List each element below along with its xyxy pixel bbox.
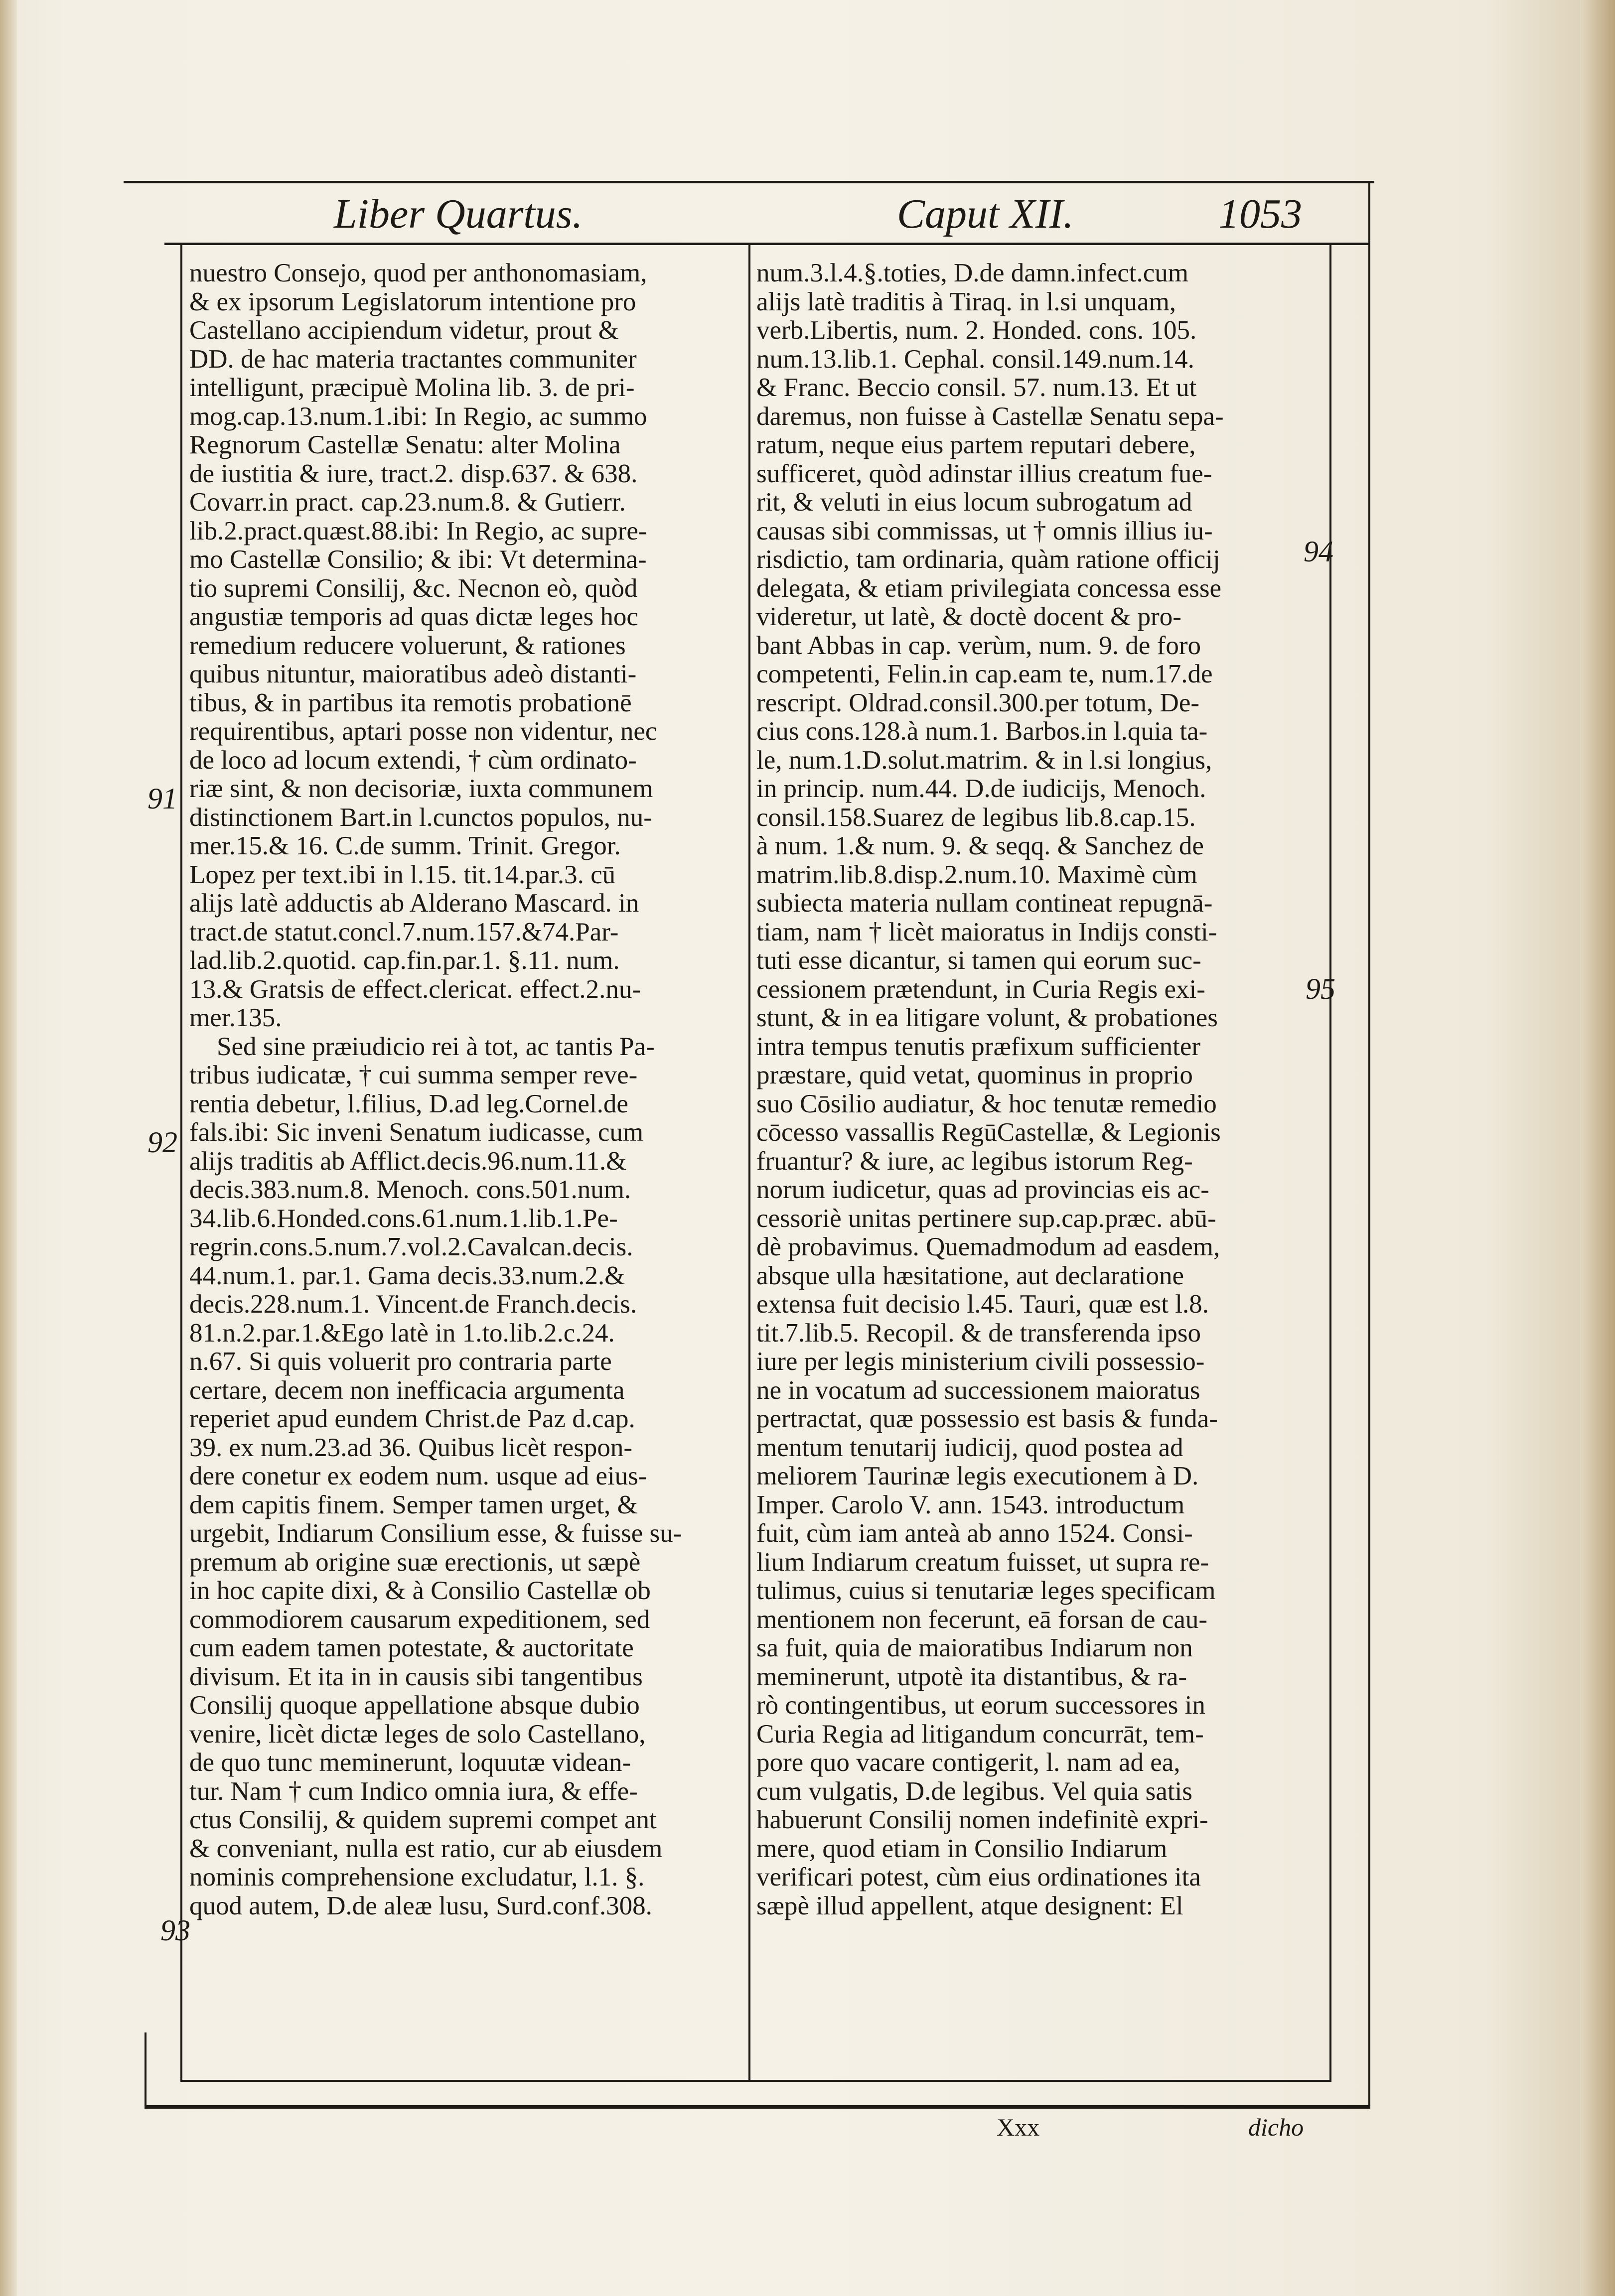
text-line: de loco ad locum extendi, † cùm ordinato-	[189, 746, 637, 775]
text-line: cum vulgatis, D.de legibus. Vel quia satis	[756, 1777, 1192, 1806]
text-line: lium Indiarum creatum fuisset, ut supra re-	[756, 1548, 1209, 1577]
frame-left-rule	[180, 243, 182, 2081]
text-line: tiam, nam † licèt maioratus in Indijs consti-	[756, 918, 1217, 946]
text-line: tribus iudicatæ, † cui summa semper reve-	[189, 1061, 638, 1089]
text-line: reperiet apud eundem Christ.de Paz d.cap.	[189, 1405, 635, 1433]
text-line: de quo tunc meminerunt, loquutæ videan-	[189, 1749, 631, 1777]
text-line: ctus Consilij, & quidem supremi compet ant	[189, 1806, 657, 1834]
text-line: decis.228.num.1. Vincent.de Franch.decis.	[189, 1290, 637, 1319]
text-line: subiecta materia nullam contineat repugnā-	[756, 889, 1213, 918]
text-line: rescript. Oldrad.consil.300.per totum, De-	[756, 688, 1199, 717]
margin-number-94: 94	[1304, 535, 1333, 568]
text-line: Covarr.in pract. cap.23.num.8. & Gutierr.	[189, 488, 626, 517]
frame-outer-right-rule	[1368, 181, 1370, 2109]
text-line: dem capitis finem. Semper tamen urget, &	[189, 1490, 638, 1519]
text-line: fuit, cùm iam anteà ab anno 1524. Consi-	[756, 1519, 1193, 1548]
text-line: cessoriè unitas pertinere sup.cap.præc. abū-	[756, 1204, 1216, 1233]
text-line: mog.cap.13.num.1.ibi: In Regio, ac summo	[189, 402, 647, 431]
text-line: & Franc. Beccio consil. 57. num.13. Et ut	[756, 374, 1197, 402]
text-line: venire, licèt dictæ leges de solo Castellano,	[189, 1720, 646, 1749]
margin-number-95: 95	[1306, 972, 1335, 1005]
text-line: Castellano accipiendum videtur, prout &	[189, 316, 619, 345]
running-head-center: Caput XII.	[897, 191, 1074, 237]
text-line: DD. de hac materia tractantes communiter	[189, 345, 637, 374]
text-line: bant Abbas in cap. verùm, num. 9. de foro	[756, 631, 1201, 660]
text-line: tibus, & in partibus ita remotis probationē	[189, 688, 632, 717]
text-line: le, num.1.D.solut.matrim. & in l.si longius,	[756, 746, 1212, 775]
text-line: cessionem prætendunt, in Curia Regis exi-	[756, 975, 1205, 1004]
text-line: suo Cōsilio audiatur, & hoc tenutæ remedio	[756, 1089, 1217, 1118]
text-line: verb.Libertis, num. 2. Honded. cons. 105.	[756, 316, 1197, 345]
text-line: sa fuit, quia de maioratibus Indiarum non	[756, 1634, 1193, 1662]
text-line: delegata, & etiam privilegiata concessa esse	[756, 574, 1221, 603]
text-line: meliorem Taurinæ legis executionem à D.	[756, 1462, 1199, 1490]
text-line: alijs traditis ab Afflict.decis.96.num.11.&	[189, 1147, 627, 1176]
text-line: distinctionem Bart.in l.cunctos populos, nu-	[189, 803, 652, 832]
text-line: norum iudicetur, quas ad provincias eis ac-	[756, 1176, 1209, 1204]
header-rule-top	[124, 181, 1374, 183]
text-line: 13.& Gratsis de effect.clericat. effect.2.nu-	[189, 975, 641, 1004]
text-line: lad.lib.2.quotid. cap.fin.par.1. §.11. num.	[189, 946, 620, 975]
signature-mark: Xxx	[997, 2113, 1040, 2141]
header-rule-bottom	[164, 243, 1370, 245]
text-line: mer.15.& 16. C.de summ. Trinit. Gregor.	[189, 832, 621, 860]
text-line: quibus nituntur, maioratibus adeò distanti-	[189, 660, 637, 688]
text-line: mo Castellæ Consilio; & ibi: Vt determina-	[189, 545, 647, 574]
text-line: daremus, non fuisse à Castellæ Senatu sepa-	[756, 402, 1224, 431]
running-head-left: Liber Quartus.	[334, 191, 583, 237]
text-line: competenti, Felin.in cap.eam te, num.17.de	[756, 660, 1213, 688]
text-line: ne in vocatum ad successionem maioratus	[756, 1376, 1200, 1405]
text-line: alijs latè traditis à Tiraq. in l.si unquam,	[756, 287, 1176, 316]
text-line: fals.ibi: Sic inveni Senatum iudicasse, cum	[189, 1118, 644, 1147]
text-line: matrim.lib.8.disp.2.num.10. Maximè cùm	[756, 860, 1197, 889]
text-line: divisum. Et ita in in causis sibi tangentibus	[189, 1662, 643, 1691]
text-line: 81.n.2.par.1.&Ego latè in 1.to.lib.2.c.24.	[189, 1319, 615, 1348]
text-line: cum eadem tamen potestate, & auctoritate	[189, 1634, 634, 1662]
text-line: tract.de statut.concl.7.num.157.&74.Par-	[189, 918, 619, 946]
text-line: & ex ipsorum Legislatorum intentione pro	[189, 287, 636, 316]
right-text-column	[756, 259, 1322, 2102]
text-line: tuti esse dicantur, si tamen qui eorum suc-	[756, 946, 1201, 975]
text-line: quod autem, D.de aleæ lusu, Surd.conf.308.	[189, 1891, 652, 1920]
text-line: dè probavimus. Quemadmodum ad easdem,	[756, 1233, 1220, 1261]
bottom-rule-thick	[145, 2105, 1370, 2109]
text-line: requirentibus, aptari posse non videntur, nec	[189, 717, 657, 746]
text-line: risdictio, tam ordinaria, quàm ratione officij	[756, 545, 1220, 574]
text-line: videretur, ut latè, & doctè docent & pro-	[756, 603, 1181, 631]
text-line: certare, decem non inefficacia argumenta	[189, 1376, 625, 1405]
text-line: stunt, & in ea litigare volunt, & probationes	[756, 1004, 1218, 1032]
text-line: alijs latè adductis ab Alderano Mascard. in	[189, 889, 639, 918]
text-line: urgebit, Indiarum Consilium esse, & fuisse su-	[189, 1519, 682, 1548]
text-line: n.67. Si quis voluerit pro contraria parte	[189, 1348, 612, 1376]
text-line: pore quo vacare contigerit, l. nam ad ea,	[756, 1749, 1180, 1777]
margin-number-92: 92	[147, 1126, 177, 1159]
text-line: 34.lib.6.Honded.cons.61.num.1.lib.1.Pe-	[189, 1204, 618, 1233]
page-edge-left	[0, 0, 17, 2296]
text-line: verificari potest, cùm eius ordinationes ita	[756, 1863, 1201, 1891]
text-line: Curia Regia ad litigandum concurrāt, tem-	[756, 1720, 1204, 1749]
text-line: intelligunt, præcipuè Molina lib. 3. de pri-	[189, 374, 635, 402]
text-line: præstare, quid vetat, quominus in proprio	[756, 1061, 1193, 1089]
text-line: Regnorum Castellæ Senatu: alter Molina	[189, 431, 621, 459]
margin-number-91: 91	[147, 782, 177, 815]
text-line: riæ sint, & non decisoriæ, iuxta communem	[189, 775, 653, 803]
text-line: nuestro Consejo, quod per anthonomasiam,	[189, 259, 647, 287]
frame-outer-left-rule	[145, 2032, 147, 2107]
text-line: & conveniant, nulla est ratio, cur ab eiusdem	[189, 1834, 663, 1863]
text-line: pertractat, quæ possessio est basis & funda-	[756, 1405, 1218, 1433]
text-line: Consilij quoque appellatione absque dubio	[189, 1691, 640, 1720]
text-line: premum ab origine suæ erectionis, ut sæpè	[189, 1548, 641, 1577]
text-line: cius cons.128.à num.1. Barbos.in l.quia ta-	[756, 717, 1208, 746]
margin-number-93: 93	[160, 1914, 190, 1947]
text-line: ratum, neque eius partem reputari debere,	[756, 431, 1196, 459]
text-line: mer.135.	[189, 1004, 282, 1032]
text-line: rò contingentibus, ut eorum successores in	[756, 1691, 1205, 1720]
text-line: lib.2.pract.quæst.88.ibi: In Regio, ac supre-	[189, 517, 647, 545]
text-line: decis.383.num.8. Menoch. cons.501.num.	[189, 1176, 631, 1204]
text-line: regrin.cons.5.num.7.vol.2.Cavalcan.decis.	[189, 1233, 633, 1261]
frame-right-rule	[1329, 243, 1331, 2081]
text-line: mentum tenutarij iudicij, quod postea ad	[756, 1433, 1183, 1462]
text-line: meminerunt, utpotè ita distantibus, & ra-	[756, 1662, 1187, 1691]
text-line: num.3.l.4.§.toties, D.de damn.infect.cum	[756, 259, 1188, 287]
text-line: fruantur? & iure, ac legibus istorum Reg-	[756, 1147, 1193, 1176]
column-divider-rule	[748, 243, 750, 2081]
text-line: mere, quod etiam in Consilio Indiarum	[756, 1834, 1168, 1863]
text-line: absque ulla hæsitatione, aut declaratione	[756, 1261, 1184, 1290]
text-line: Lopez per text.ibi in l.15. tit.14.par.3. cū	[189, 860, 616, 889]
text-line: sufficeret, quòd adinstar illius creatum fue-	[756, 459, 1212, 488]
text-line: in princip. num.44. D.de iudicijs, Menoch.	[756, 775, 1206, 803]
text-line: Sed sine præiudicio rei à tot, ac tantis Pa-	[217, 1032, 655, 1061]
text-line: rentia debetur, l.filius, D.ad leg.Cornel.de	[189, 1089, 628, 1118]
text-line: in hoc capite dixi, & à Consilio Castellæ ob	[189, 1577, 651, 1605]
text-line: intra tempus tenutis præfixum sufficienter	[756, 1032, 1201, 1061]
left-text-column	[189, 259, 740, 2102]
text-line: sæpè illud appellent, atque designent: El	[756, 1891, 1183, 1920]
text-line: iure per legis ministerium civili possessio-	[756, 1348, 1205, 1376]
text-line: habuerunt Consilij nomen indefinitè expri-	[756, 1806, 1208, 1834]
text-line: angustiæ temporis ad quas dictæ leges hoc	[189, 603, 638, 631]
text-line: cōcesso vassallis RegūCastellæ, & Legionis	[756, 1118, 1221, 1147]
text-line: tulimus, cuius si tenutariæ leges specificam	[756, 1577, 1216, 1605]
text-line: 39. ex num.23.ad 36. Quibus licèt respon-	[189, 1433, 633, 1462]
text-line: dere conetur ex eodem num. usque ad eius-	[189, 1462, 647, 1490]
text-line: extensa fuit decisio l.45. Tauri, quæ est l.8.	[756, 1290, 1209, 1319]
text-line: de iustitia & iure, tract.2. disp.637. & 638.	[189, 459, 638, 488]
text-line: consil.158.Suarez de legibus lib.8.cap.15.	[756, 803, 1196, 832]
text-line: num.13.lib.1. Cephal. consil.149.num.14.	[756, 345, 1194, 374]
text-line: causas sibi commissas, ut † omnis illius iu-	[756, 517, 1213, 545]
text-line: commodiorem causarum expeditionem, sed	[189, 1605, 650, 1634]
text-line: tit.7.lib.5. Recopil. & de transferenda ipso	[756, 1319, 1201, 1348]
text-line: tur. Nam † cum Indico omnia iura, & effe-	[189, 1777, 638, 1806]
catchword: dicho	[1248, 2113, 1304, 2141]
text-line: à num. 1.& num. 9. & seqq. & Sanchez de	[756, 832, 1204, 860]
text-line: 44.num.1. par.1. Gama decis.33.num.2.&	[189, 1261, 625, 1290]
text-line: Imper. Carolo V. ann. 1543. introductum	[756, 1490, 1185, 1519]
text-line: nominis comprehensione excludatur, l.1. §.	[189, 1863, 645, 1891]
text-line: tio supremi Consilij, &c. Necnon eò, quòd	[189, 574, 638, 603]
page-number: 1053	[1218, 191, 1302, 237]
text-line: mentionem non fecerunt, eā forsan de cau-	[756, 1605, 1208, 1634]
text-line: remedium reducere voluerunt, & rationes	[189, 631, 626, 660]
page-edge-right	[1580, 0, 1615, 2296]
text-line: rit, & veluti in eius locum subrogatum ad	[756, 488, 1192, 517]
